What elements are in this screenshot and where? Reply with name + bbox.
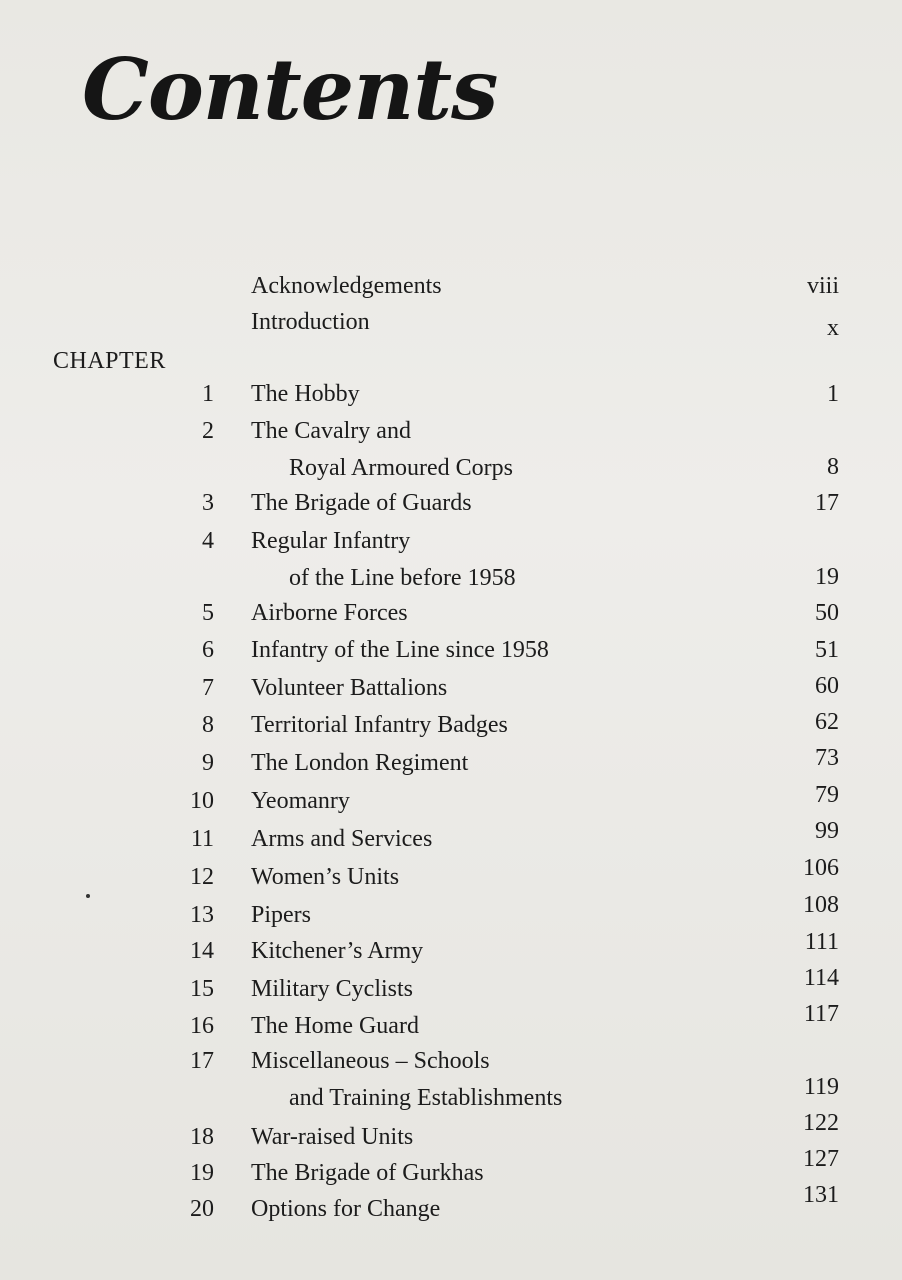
chapter-title: Military Cyclists bbox=[251, 976, 413, 1002]
toc-entry-page: viii bbox=[806, 273, 839, 299]
chapter-page-number: 106 bbox=[803, 855, 839, 881]
toc-chapter-entry[interactable] bbox=[0, 1182, 902, 1232]
chapter-title: War-raised Units bbox=[251, 1124, 414, 1150]
chapter-number: 2 bbox=[202, 418, 214, 444]
chapter-title: Infantry of the Line since 1958 bbox=[251, 637, 549, 663]
chapter-title: Regular Infantry bbox=[251, 528, 411, 554]
chapter-title: The Brigade of Guards bbox=[251, 490, 472, 516]
chapter-page-number: 8 bbox=[827, 454, 839, 480]
chapter-title: The Home Guard bbox=[251, 1013, 419, 1039]
chapter-title: Kitchener’s Army bbox=[251, 938, 424, 964]
chapter-number: 10 bbox=[190, 788, 214, 814]
toc-chapter-entry[interactable] bbox=[0, 1110, 902, 1160]
toc-entry-introduction[interactable] bbox=[0, 309, 902, 345]
chapter-number: 7 bbox=[202, 675, 214, 701]
chapter-number: 14 bbox=[190, 938, 214, 964]
chapter-title: Yeomanry bbox=[251, 788, 350, 814]
toc-chapter-entry[interactable] bbox=[0, 782, 902, 824]
chapter-page-number: 19 bbox=[815, 564, 839, 590]
chapter-title: The Hobby bbox=[251, 381, 360, 407]
toc-chapter-entry[interactable] bbox=[0, 965, 902, 1012]
chapter-title: Options for Change bbox=[251, 1196, 441, 1222]
toc-chapter-entry[interactable] bbox=[0, 745, 902, 786]
chapter-page-number: 17 bbox=[815, 490, 839, 516]
toc-chapter-entry[interactable] bbox=[0, 1001, 902, 1049]
chapter-title-continued: and Training Establishments bbox=[289, 1085, 563, 1111]
chapter-page-number: 122 bbox=[803, 1110, 839, 1136]
chapter-page-number: 127 bbox=[803, 1146, 839, 1172]
chapter-number: 4 bbox=[202, 528, 214, 554]
toc-chapter-entry[interactable] bbox=[0, 1146, 902, 1196]
chapter-title: The London Regiment bbox=[251, 750, 469, 776]
chapter-number: 6 bbox=[202, 637, 214, 663]
chapter-page-number: 73 bbox=[815, 745, 839, 771]
chapter-page-number: 51 bbox=[815, 637, 839, 663]
chapter-page-number: 131 bbox=[803, 1182, 839, 1208]
chapter-number: 20 bbox=[190, 1196, 214, 1222]
toc-entry-page: x bbox=[827, 315, 839, 341]
toc-entry-title: Acknowledgements bbox=[251, 273, 442, 299]
chapter-number: 8 bbox=[202, 712, 214, 738]
chapter-number: 16 bbox=[190, 1013, 214, 1039]
chapter-number: 3 bbox=[202, 490, 214, 516]
chapter-title-continued: Royal Armoured Corps bbox=[289, 455, 513, 481]
chapter-page-number: 108 bbox=[803, 892, 839, 918]
toc-entry-title: Introduction bbox=[251, 309, 370, 335]
toc-chapter-entry[interactable] bbox=[0, 381, 902, 417]
chapter-number: 9 bbox=[202, 750, 214, 776]
chapter-title: Arms and Services bbox=[251, 826, 433, 852]
chapter-title: Pipers bbox=[251, 902, 311, 928]
chapter-page-number: 111 bbox=[804, 929, 839, 955]
toc-chapter-entry[interactable] bbox=[0, 490, 902, 526]
toc-chapter-entry[interactable] bbox=[0, 1048, 902, 1111]
toc-chapter-entry[interactable] bbox=[0, 600, 902, 636]
page-title: Contents bbox=[82, 40, 498, 139]
chapter-title: Airborne Forces bbox=[251, 600, 408, 626]
toc-entry-acknowledgements[interactable] bbox=[0, 273, 902, 309]
chapter-number: 15 bbox=[190, 976, 214, 1002]
chapter-page-number: 1 bbox=[827, 381, 839, 407]
toc-chapter-entry[interactable] bbox=[0, 892, 902, 938]
toc-chapter-entry[interactable] bbox=[0, 855, 902, 900]
chapter-page-number: 50 bbox=[815, 600, 839, 626]
chapter-number: 12 bbox=[190, 864, 214, 890]
chapter-number: 13 bbox=[190, 902, 214, 928]
chapter-page-number: 79 bbox=[815, 782, 839, 808]
toc-chapter-entry[interactable] bbox=[0, 418, 902, 481]
chapter-number: 11 bbox=[190, 826, 214, 852]
chapter-number: 5 bbox=[202, 600, 214, 626]
chapter-page-number: 119 bbox=[803, 1074, 839, 1100]
chapter-number: 17 bbox=[190, 1048, 214, 1074]
chapter-title: The Brigade of Gurkhas bbox=[251, 1160, 484, 1186]
toc-chapter-entry[interactable] bbox=[0, 637, 902, 673]
chapter-page-number: 60 bbox=[815, 673, 839, 699]
chapter-number: 18 bbox=[190, 1124, 214, 1150]
toc-chapter-entry[interactable] bbox=[0, 929, 902, 974]
chapter-title: Territorial Infantry Badges bbox=[251, 712, 508, 738]
chapter-title: Miscellaneous – Schools bbox=[251, 1048, 490, 1074]
toc-chapter-entry[interactable] bbox=[0, 709, 902, 748]
toc-chapter-entry[interactable] bbox=[0, 818, 902, 862]
chapter-page-number: 99 bbox=[815, 818, 839, 844]
chapter-title-continued: of the Line before 1958 bbox=[289, 565, 516, 591]
chapter-page-number: 114 bbox=[803, 965, 839, 991]
chapter-title: Volunteer Battalions bbox=[251, 675, 448, 701]
chapter-column-label: CHAPTER bbox=[53, 348, 166, 374]
chapter-title: Women’s Units bbox=[251, 864, 400, 890]
toc-chapter-entry[interactable] bbox=[0, 528, 902, 591]
toc-chapter-entry[interactable] bbox=[0, 675, 902, 711]
chapter-page-number: 117 bbox=[803, 1001, 839, 1027]
chapter-number: 19 bbox=[190, 1160, 214, 1186]
chapter-title: The Cavalry and bbox=[251, 418, 411, 444]
chapter-number: 1 bbox=[202, 381, 214, 407]
chapter-page-number: 62 bbox=[815, 709, 839, 735]
